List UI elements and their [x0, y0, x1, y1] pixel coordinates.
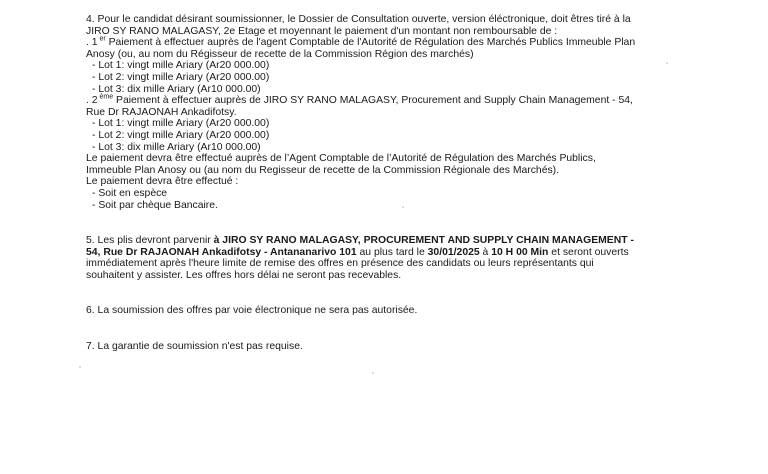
document-page: [86, 14, 702, 353]
payment-2-line-1: [86, 95, 702, 107]
deadline-time: 10 H 00 Min: [491, 246, 549, 258]
payment-1-sup: er: [97, 35, 106, 43]
section-5: [86, 235, 702, 281]
payment-2-lot: - Lot 2: vingt mille Ariary (Ar20 000.00): [92, 129, 270, 141]
payment-2-line-2: Rue Dr RAJAONAH Ankadifotsy.: [86, 106, 237, 118]
section-5-line-3: immédiatement après l'heure limite de remise des offres en présence des candidats ou leurs représentants qui: [86, 258, 594, 270]
section-5-line-4: souhaitent y assister. Les offres hors délai ne seront pas recevables.: [86, 269, 402, 281]
section-4-intro-line-1: 4. Pour le candidat désirant soumissionner, le Dossier de Consultation ouverte, version éléctronique, doit êtres tiré à la: [86, 14, 631, 25]
section-7-text: 7. La garantie de soumission n'est pas requise.: [86, 341, 303, 353]
section-5-tail: et seront ouverts: [548, 246, 629, 258]
payment-mode-item: - Soit par chèque Bancaire.: [92, 199, 218, 211]
scan-speck: [372, 372, 374, 374]
section-5-line-1: [86, 235, 702, 247]
paiement-paragraph-line-1: Le paiement devra être effectué auprès de l’Agent Comptable de l’Autorité de Régulation des Marchés Publics,: [86, 153, 596, 165]
section-5-mid-2: à: [479, 246, 492, 258]
section-7: [86, 341, 702, 353]
section-5-line-2: [86, 247, 702, 259]
payment-1-lot: - Lot 1: vingt mille Ariary (Ar20 000.00): [92, 60, 270, 72]
payment-2-sup: ème: [97, 93, 114, 101]
payment-2-lot: - Lot 1: vingt mille Ariary (Ar20 000.00): [92, 118, 270, 130]
payment-2-lot: - Lot 3: dix mille Ariary (Ar10 000.00): [92, 141, 261, 153]
scan-speck: [402, 206, 404, 208]
payment-1-text: Paiement à effectuer auprès de l'agent Comptable de l'Autorité de Régulation des Marchés Publics Immeuble Plan: [105, 37, 636, 49]
scan-speck: [79, 366, 81, 368]
payment-2-text: Paiement à effectuer auprès de JIRO SY RANO MALAGASY, Procurement and Supply Chain Management - 54,: [113, 95, 633, 107]
payment-2-prefix: . 2: [86, 95, 98, 107]
section-6: [86, 305, 702, 317]
paiement-paragraph-line-2: Immeuble Plan Anosy ou (au nom du Regisseur de recette de la Commission Régionale des Marchés).: [86, 164, 560, 176]
payment-1-line-1: [86, 37, 702, 49]
payment-1-lot: - Lot 2: vingt mille Ariary (Ar20 000.00): [92, 71, 270, 83]
section-5-address-bold-2: 54, Rue Dr RAJAONAH Ankadifotsy - Antananarivo 101: [86, 246, 357, 258]
section-4: [86, 14, 702, 211]
payment-mode-item: - Soit en espèce: [92, 187, 168, 199]
deadline-date: 30/01/2025: [427, 246, 480, 258]
payment-mode-title: Le paiement devra être effectué :: [86, 176, 239, 188]
payment-1-line-2: Anosy (ou, au nom du Régisseur de recette de la Commission Région des marchés): [86, 48, 474, 60]
payment-1-lot: - Lot 3: dix mille Ariary (Ar10 000.00): [92, 83, 261, 95]
section-6-text: 6. La soumission des offres par voie électronique ne sera pas autorisée.: [86, 305, 418, 317]
payment-1-prefix: . 1: [86, 37, 98, 49]
section-5-prefix: 5. Les plis devront parvenir: [86, 235, 214, 247]
section-5-address-bold: à JIRO SY RANO MALAGASY, PROCUREMENT AND SUPPLY CHAIN MANAGEMENT -: [213, 235, 634, 247]
section-4-intro-line-2: JIRO SY RANO MALAGASY, 2e Etage et moyennant le paiement d'un montant non remboursable de :: [86, 25, 558, 37]
scan-speck: [666, 62, 668, 64]
section-5-mid: au plus tard le: [356, 246, 428, 258]
